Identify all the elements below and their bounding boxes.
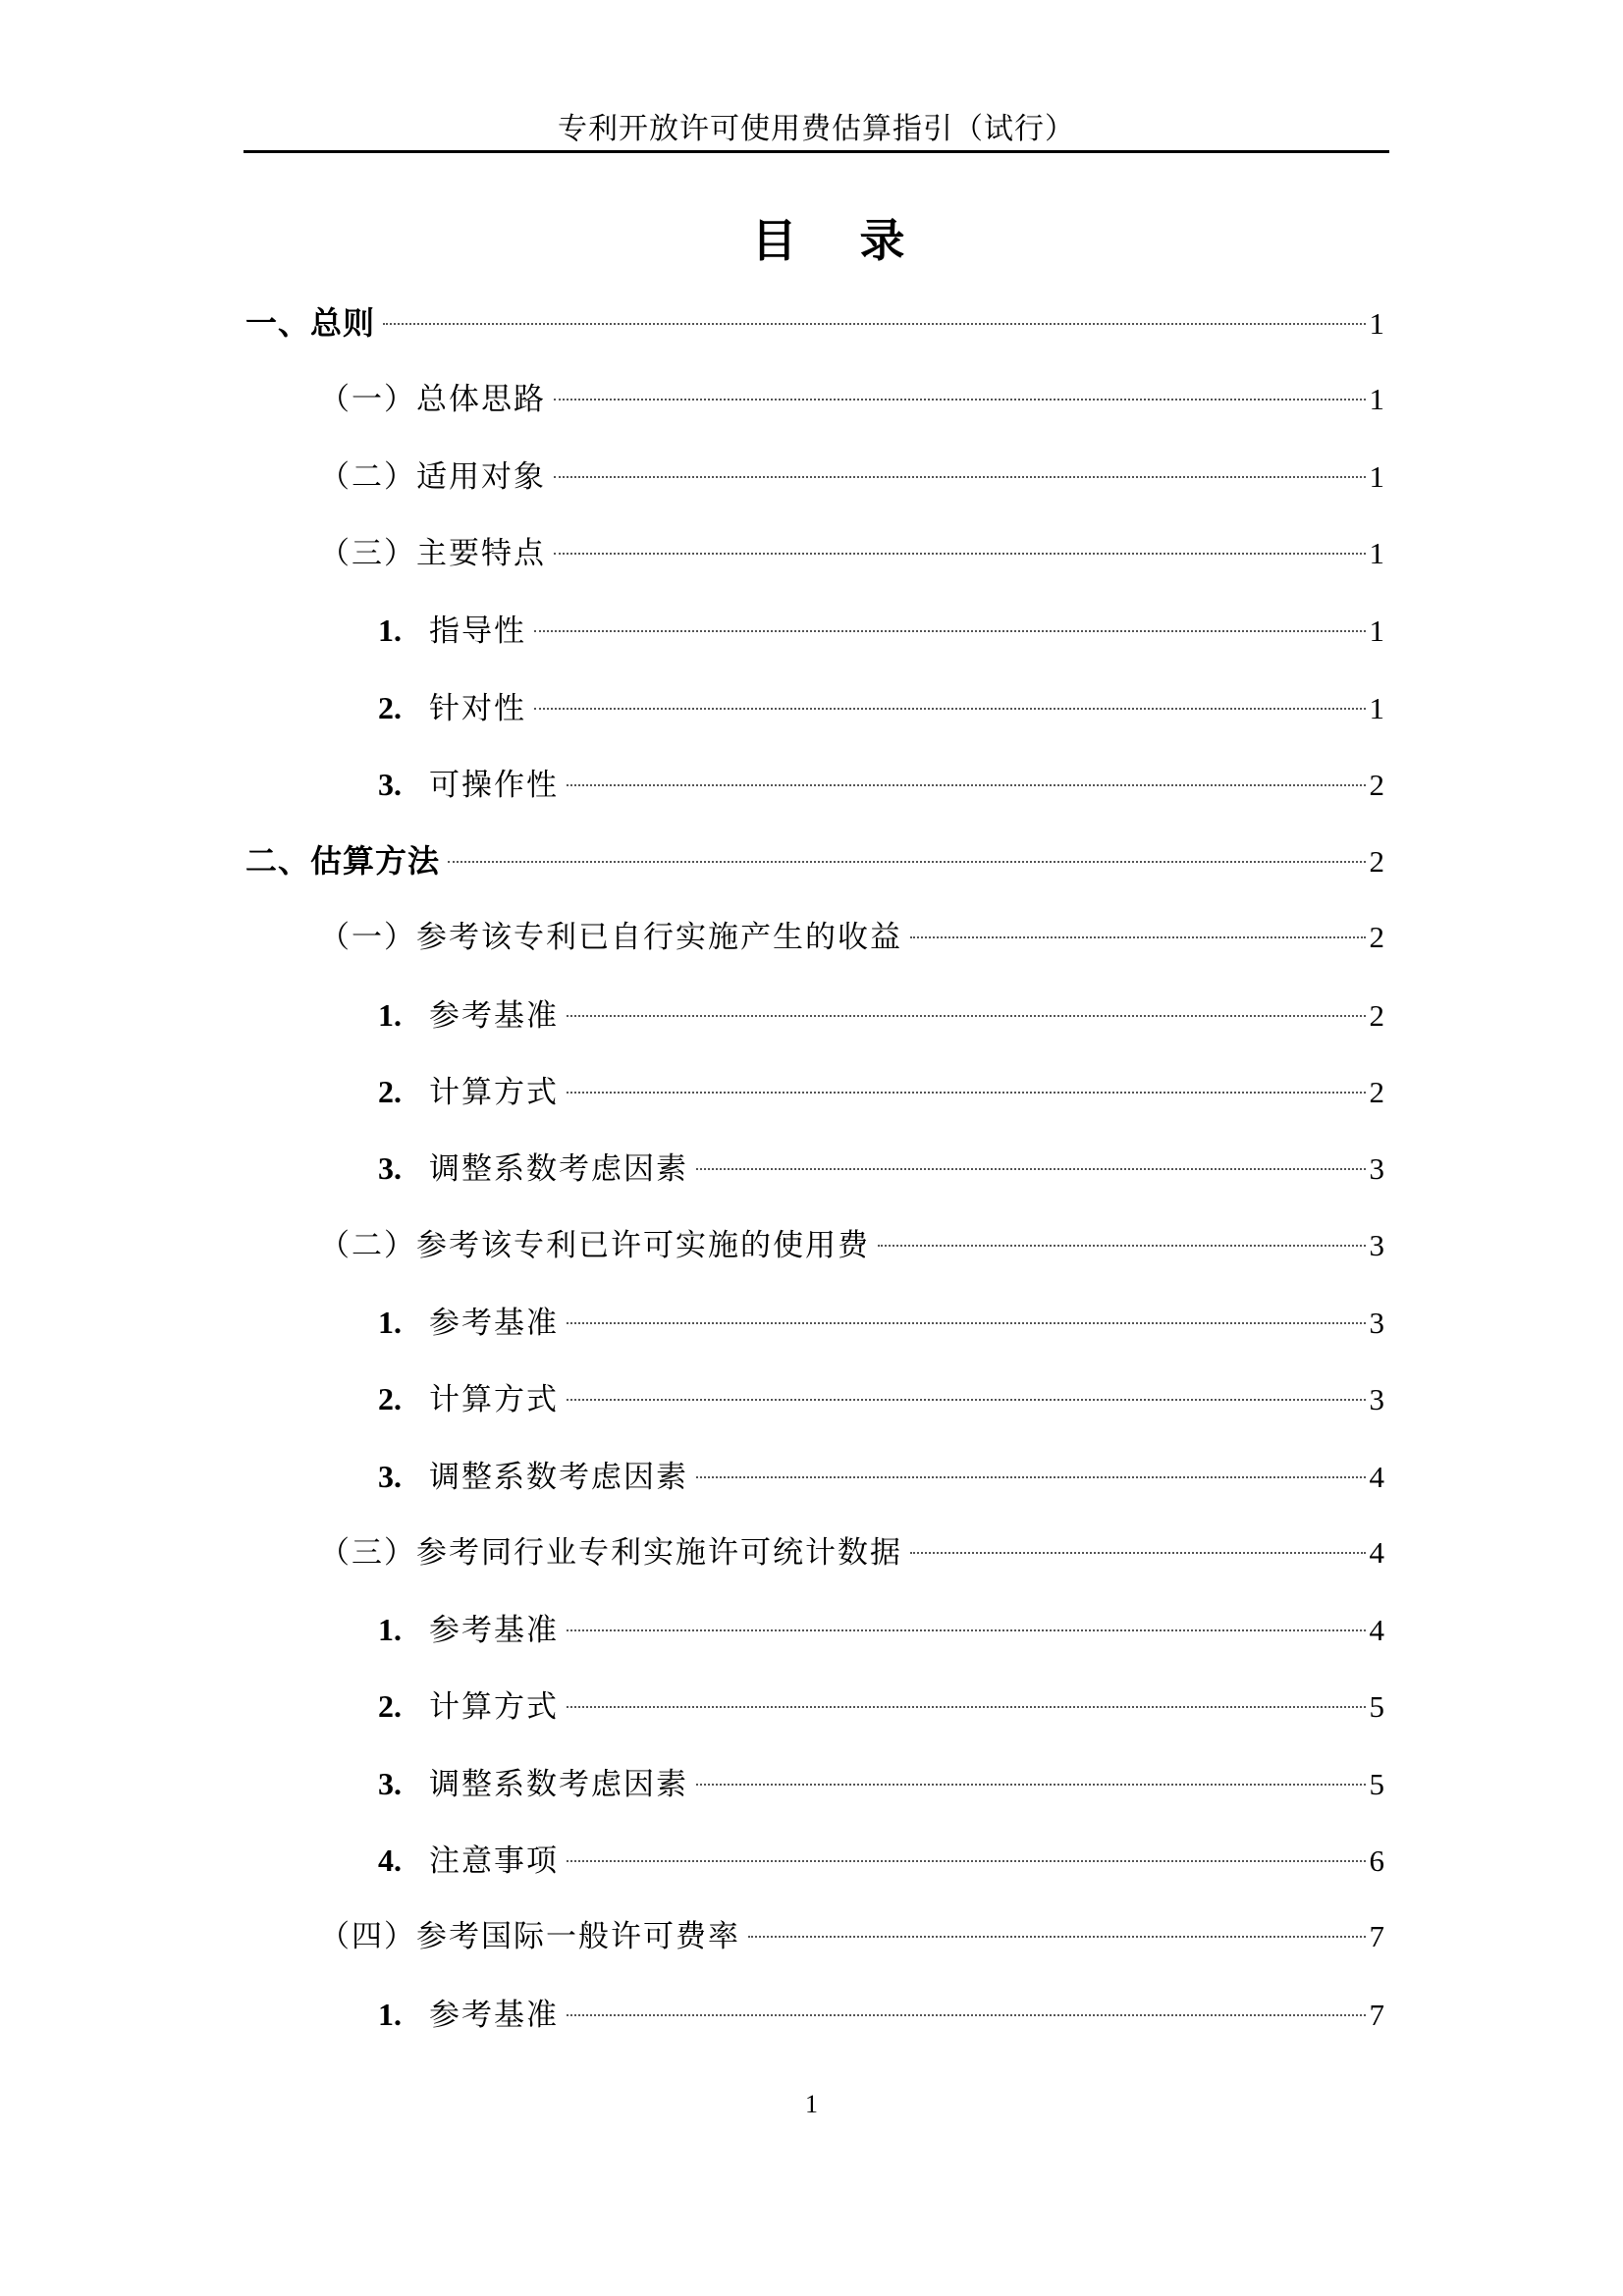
toc-dot-leader xyxy=(910,936,1366,938)
toc-dot-leader xyxy=(878,1245,1366,1247)
toc-entry-number: 1. xyxy=(378,1997,402,2032)
toc-entry-label: 调整系数考虑因素 xyxy=(429,1460,688,1495)
toc-entry-page-number: 1 xyxy=(1369,614,1384,648)
toc-entry-page-number: 5 xyxy=(1369,1767,1384,1801)
toc-entry-label: 参考基准 xyxy=(429,1613,559,1648)
footer-page-number: 1 xyxy=(805,2090,818,2118)
toc-entry-page-number: 1 xyxy=(1369,306,1384,341)
toc-entry-page-number: 3 xyxy=(1369,1228,1384,1262)
toc-entry-page-number: 7 xyxy=(1369,1919,1384,1953)
toc-entry[interactable] xyxy=(378,605,1384,656)
toc-entry[interactable] xyxy=(378,1066,1384,1117)
toc-entry-label: 参考基准 xyxy=(429,998,559,1034)
toc-entry-label: 二、估算方法 xyxy=(245,842,441,880)
toc-entry[interactable] xyxy=(378,1681,1384,1732)
toc-entry-label: 一、总则 xyxy=(245,304,376,342)
toc-entry[interactable] xyxy=(378,1604,1384,1655)
toc-entry-page-number: 1 xyxy=(1369,536,1384,570)
toc-entry-label: 计算方式 xyxy=(429,1382,559,1417)
toc-entry-label: （一）总体思路 xyxy=(319,382,546,417)
toc-dot-leader xyxy=(696,1476,1366,1478)
toc-entry-page-number: 1 xyxy=(1369,382,1384,416)
toc-entry-page-number: 4 xyxy=(1369,1613,1384,1647)
toc-entry[interactable] xyxy=(378,759,1384,810)
toc-dot-leader xyxy=(534,708,1366,710)
toc-dot-leader xyxy=(554,476,1366,478)
toc-entry[interactable] xyxy=(378,989,1384,1041)
toc-entry[interactable] xyxy=(378,682,1384,733)
toc-entry[interactable] xyxy=(319,1911,1384,1962)
toc-entry[interactable] xyxy=(378,1297,1384,1348)
toc-entry-page-number: 6 xyxy=(1369,1843,1384,1878)
toc-dot-leader xyxy=(383,323,1365,325)
toc-dot-leader xyxy=(534,630,1366,632)
toc-entry-page-number: 5 xyxy=(1369,1689,1384,1724)
toc-dot-leader xyxy=(554,553,1366,555)
toc-entry-label: （一）参考该专利已自行实施产生的收益 xyxy=(319,920,902,955)
toc-entry[interactable] xyxy=(378,1143,1384,1194)
toc-entry-label: 注意事项 xyxy=(429,1843,559,1879)
toc-entry-page-number: 1 xyxy=(1369,459,1384,494)
toc-dot-leader xyxy=(748,1936,1366,1938)
toc-dot-leader xyxy=(567,2014,1366,2016)
toc-entry-label: （四）参考国际一般许可费率 xyxy=(319,1919,740,1954)
toc-entry-label: 可操作性 xyxy=(429,768,559,803)
toc-dot-leader xyxy=(567,1860,1366,1862)
toc-dot-leader xyxy=(567,1706,1366,1708)
toc-entry-label: （三）主要特点 xyxy=(319,536,546,571)
toc-entry-label: 计算方式 xyxy=(429,1689,559,1725)
toc-entry-page-number: 2 xyxy=(1369,1075,1384,1109)
toc-entry-number: 3. xyxy=(378,1150,402,1186)
toc-entry[interactable] xyxy=(319,1527,1384,1578)
running-header: 专利开放许可使用费估算指引（试行） xyxy=(558,112,1075,146)
toc-entry-number: 1. xyxy=(378,613,402,648)
toc-entry-number: 2. xyxy=(378,1074,402,1109)
toc-entry-page-number: 3 xyxy=(1369,1306,1384,1340)
header-divider xyxy=(243,150,1389,153)
toc-entry-label: 针对性 xyxy=(429,691,526,726)
toc-entry[interactable] xyxy=(319,1220,1384,1271)
toc-entry[interactable] xyxy=(378,1758,1384,1809)
toc-entry[interactable] xyxy=(319,374,1384,425)
toc-dot-leader xyxy=(554,399,1366,400)
toc-entry-number: 1. xyxy=(378,997,402,1033)
toc-entry-label: 计算方式 xyxy=(429,1075,559,1110)
toc-entry-page-number: 2 xyxy=(1369,768,1384,802)
toc-entry-label: （二）适用对象 xyxy=(319,459,546,495)
toc-entry-number: 2. xyxy=(378,1688,402,1724)
toc-entry[interactable] xyxy=(378,1989,1384,2040)
toc-entry[interactable] xyxy=(245,297,1384,348)
toc-entry-page-number: 7 xyxy=(1369,1998,1384,2032)
toc-entry-page-number: 4 xyxy=(1369,1535,1384,1570)
toc-entry-page-number: 2 xyxy=(1369,920,1384,954)
toc-dot-leader xyxy=(696,1168,1366,1170)
toc-dot-leader xyxy=(567,1322,1366,1324)
toc-entry-page-number: 3 xyxy=(1369,1382,1384,1416)
toc-dot-leader xyxy=(567,1629,1366,1631)
toc-entry-page-number: 2 xyxy=(1369,844,1384,879)
toc-entry[interactable] xyxy=(378,1835,1384,1886)
toc-entry-label: 调整系数考虑因素 xyxy=(429,1151,688,1187)
toc-entry-number: 3. xyxy=(378,1459,402,1494)
toc-entry[interactable] xyxy=(245,835,1384,886)
toc-dot-leader xyxy=(910,1552,1366,1554)
toc-dot-leader xyxy=(696,1784,1366,1786)
toc-entry[interactable] xyxy=(378,1373,1384,1424)
toc-dot-leader xyxy=(567,1015,1366,1017)
toc-entry-number: 1. xyxy=(378,1305,402,1340)
toc-entry[interactable] xyxy=(319,528,1384,579)
toc-dot-leader xyxy=(567,1399,1366,1401)
toc-entry-page-number: 1 xyxy=(1369,691,1384,725)
toc-entry-page-number: 2 xyxy=(1369,998,1384,1033)
toc-entry-number: 2. xyxy=(378,690,402,725)
toc-entry[interactable] xyxy=(378,1451,1384,1502)
toc-entry-label: （三）参考同行业专利实施许可统计数据 xyxy=(319,1535,902,1571)
toc-entry-label: （二）参考该专利已许可实施的使用费 xyxy=(319,1228,870,1263)
toc-entry-page-number: 4 xyxy=(1369,1460,1384,1494)
toc-entry-label: 指导性 xyxy=(429,614,526,649)
toc-entry-number: 3. xyxy=(378,767,402,802)
toc-entry-number: 3. xyxy=(378,1766,402,1801)
toc-dot-leader xyxy=(567,784,1366,786)
toc-entry-number: 2. xyxy=(378,1381,402,1416)
toc-entry-number: 4. xyxy=(378,1842,402,1878)
toc-entry[interactable] xyxy=(319,452,1384,503)
toc-entry-number: 1. xyxy=(378,1612,402,1647)
toc-dot-leader xyxy=(567,1092,1366,1094)
toc-entry-label: 参考基准 xyxy=(429,1998,559,2033)
toc-title: 目 录 xyxy=(751,214,929,267)
toc-entry[interactable] xyxy=(319,912,1384,963)
toc-entry-page-number: 3 xyxy=(1369,1151,1384,1186)
toc-entry-label: 调整系数考虑因素 xyxy=(429,1767,688,1802)
toc-entry-label: 参考基准 xyxy=(429,1306,559,1341)
toc-dot-leader xyxy=(448,861,1365,863)
